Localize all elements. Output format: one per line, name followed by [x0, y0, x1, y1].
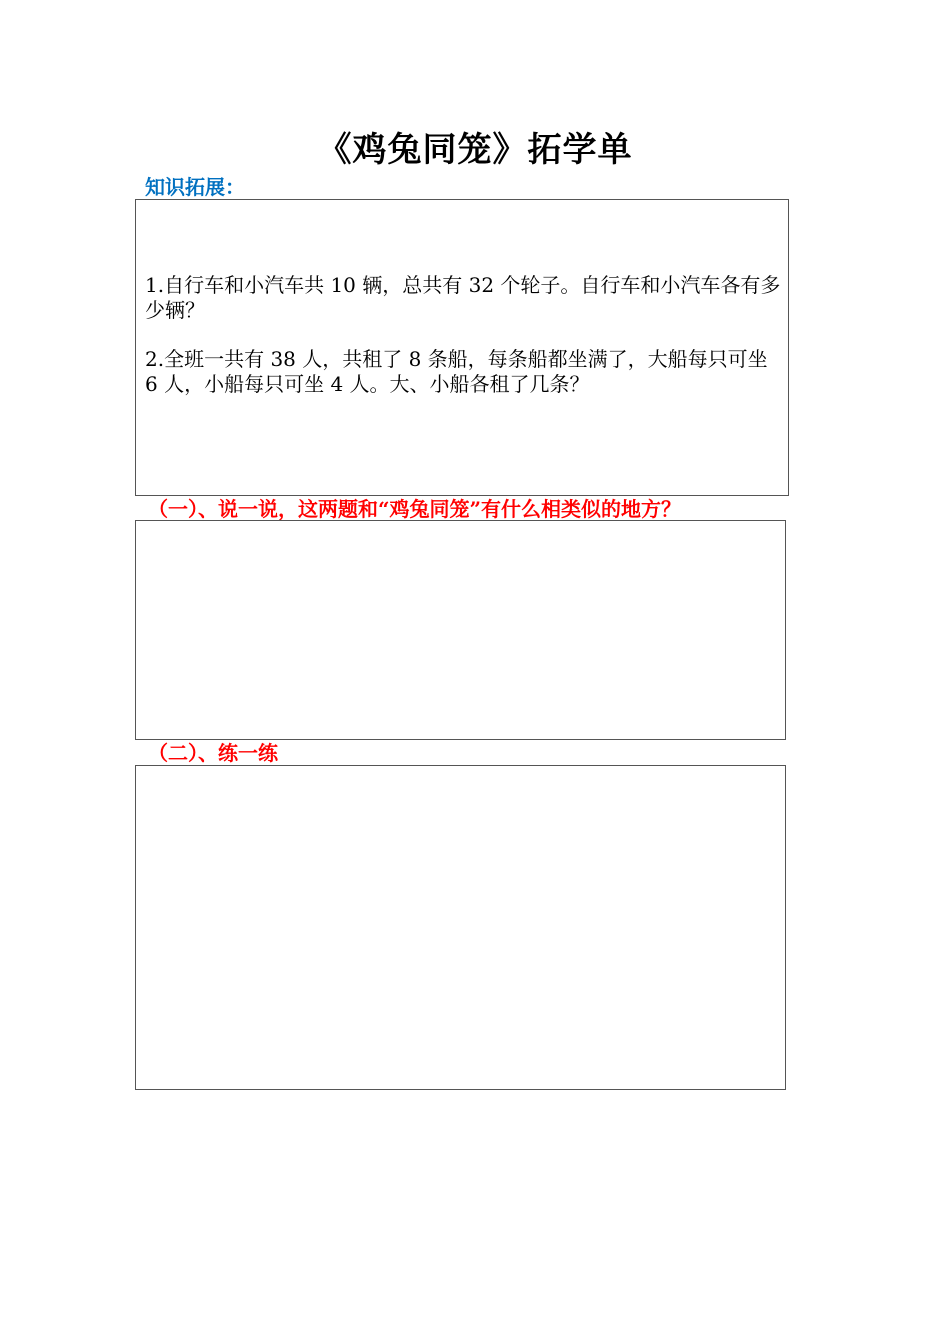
practice-answer-box[interactable] — [135, 765, 786, 1090]
knowledge-extension-box — [135, 199, 789, 496]
page-title: 《鸡兔同笼》拓学单 — [317, 130, 633, 170]
problem-1-text: 1.自行车和小汽车共 10 辆，总共有 32 个轮子。自行车和小汽车各有多少辆？ — [145, 273, 781, 322]
practice-section-label: （二）、练一练 — [148, 741, 278, 765]
discuss-section-label: （一）、说一说，这两题和“鸡兔同笼”有什么相类似的地方？ — [148, 497, 682, 521]
problem-2-text: 2.全班一共有 38 人，共租了 8 条船，每条船都坐满了，大船每只可坐 6 人，小船每只可坐 4 人。大、小船各租了几条？ — [145, 347, 768, 396]
discuss-answer-box[interactable] — [135, 520, 786, 740]
knowledge-extension-label: 知识拓展： — [145, 175, 245, 199]
